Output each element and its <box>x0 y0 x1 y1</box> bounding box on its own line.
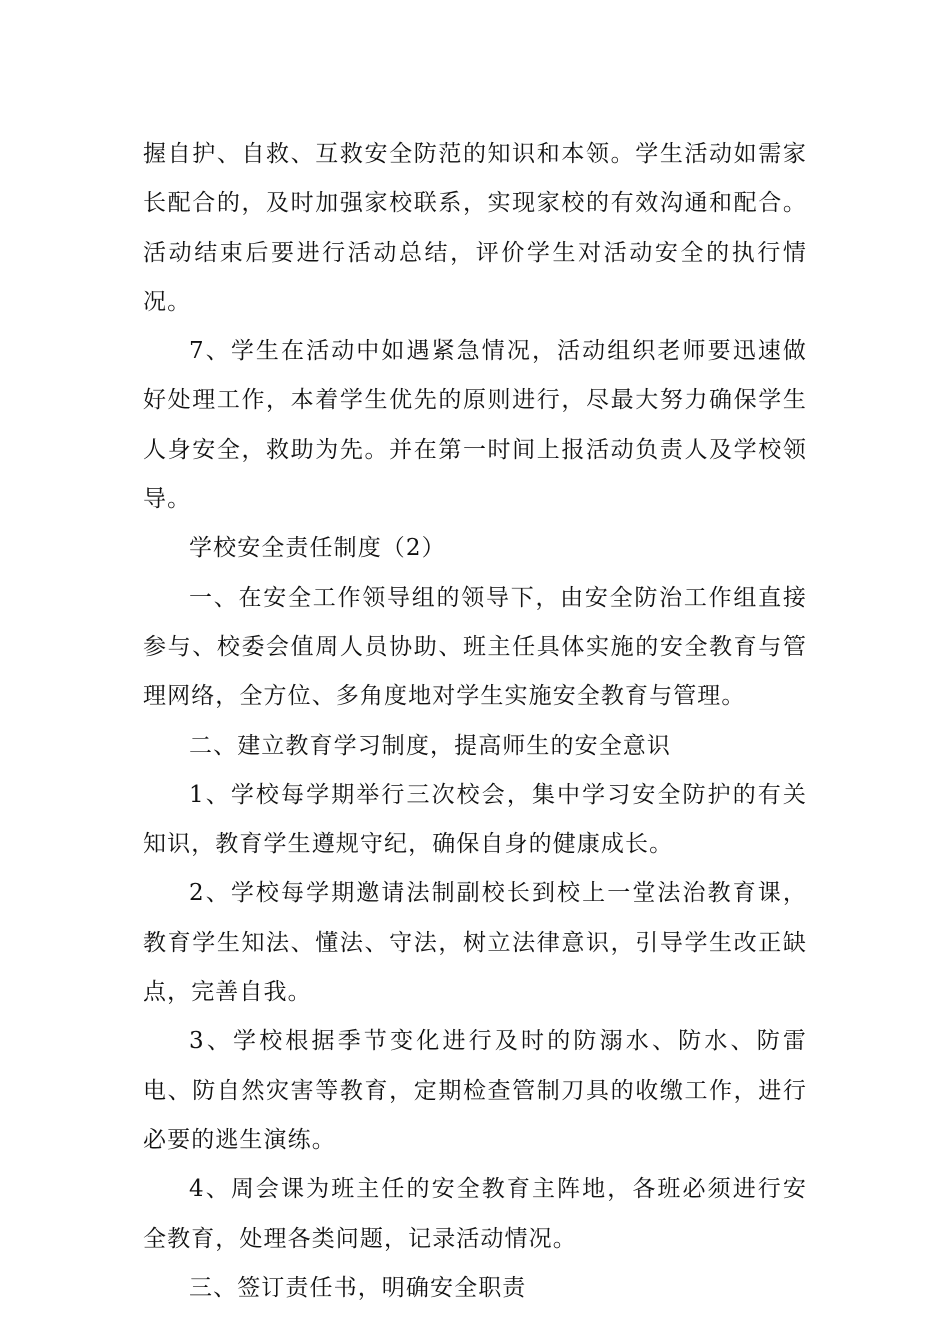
paragraph-section-1: 一、在安全工作领导组的领导下，由安全防治工作组直接参与、校委会值周人员协助、班主任具体实施的安全教育与管理网络，全方位、多角度地对学生实施安全教育与管理。 <box>143 584 807 710</box>
paragraph-item-7: 7、学生在活动中如遇紧急情况，活动组织老师要迅速做好处理工作，本着学生优先的原则进行，尽最大努力确保学生人身安全，救助为先。并在第一时间上报活动负责人及学校领导。 <box>143 338 807 513</box>
paragraph-continuation: 握自护、自救、互救安全防范的知识和本领。学生活动如需家长配合的，及时加强家校联系，实现家校的有效沟通和配合。活动结束后要进行活动总结，评价学生对活动安全的执行情况。 <box>143 141 807 315</box>
paragraph-item-1: 1、学校每学期举行三次校会，集中学习安全防护的有关知识，教育学生遵规守纪，确保自身的健康成长。 <box>143 781 807 858</box>
paragraph-section-2-heading: 二、建立教育学习制度，提高师生的安全意识 <box>189 732 671 759</box>
section-heading: 学校安全责任制度（2） <box>189 535 446 562</box>
paragraph-item-2: 2、学校每学期邀请法制副校长到校上一堂法治教育课，教育学生知法、懂法、守法，树立法律意识，引导学生改正缺点，完善自我。 <box>143 880 807 1006</box>
document-body <box>143 130 807 1313</box>
paragraph-item-3: 3、学校根据季节变化进行及时的防溺水、防水、防雷电、防自然灾害等教育，定期检查管制刀具的收缴工作，进行必要的逃生演练。 <box>143 1028 807 1153</box>
paragraph-section-3-heading: 三、签订责任书，明确安全职责 <box>189 1274 527 1301</box>
paragraph-item-4: 4、周会课为班主任的安全教育主阵地，各班必须进行安全教育，处理各类问题，记录活动情况。 <box>143 1176 807 1252</box>
